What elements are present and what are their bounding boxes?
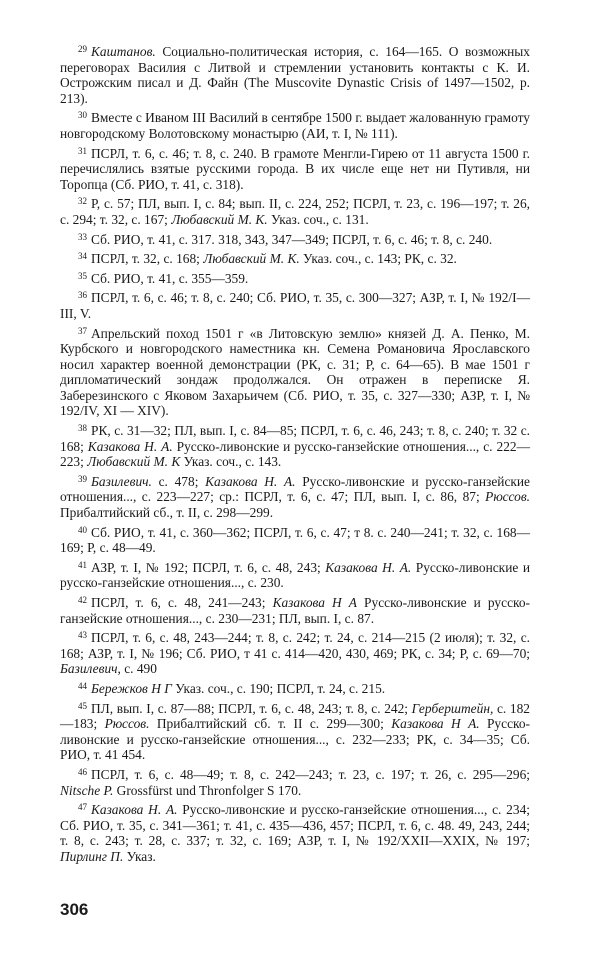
footnote <box>60 800 530 864</box>
footnote-text: Указ. соч., с. 143. <box>180 454 282 470</box>
footnote-number: 32 <box>78 196 87 207</box>
footnote-text: с. 478; <box>151 473 206 489</box>
footnote-number: 47 <box>78 802 87 813</box>
footnote-author: Nitsche P. <box>60 782 114 798</box>
footnote-text: с. 182—183; <box>60 700 531 732</box>
footnote <box>60 230 530 248</box>
footnote-text: Указ. соч., с. 190; ПСРЛ, т. 24, с. 215. <box>171 680 386 696</box>
footnote-author: Любавский М. К <box>87 454 181 470</box>
footnote <box>60 679 530 697</box>
footnote <box>60 324 530 420</box>
footnote-author: Казакова Н. А. <box>91 802 178 818</box>
footnote-text: Сб. РИО, т. 41, с. 317. 318, 343, 347—349; ПСРЛ, т. 6, с. 46; т. 8, с. 240. <box>91 231 493 247</box>
footnote-text: ПСРЛ, т. 6, с. 46; т. 8, с. 240. В грамоте Менгли-Гирею от 11 августа 1500 г. перечислялись взятые русскими города. В их числе еще нет ни Путивля, ни Торопца (Сб. РИО, т. 41, с. 318). <box>60 145 530 192</box>
footnote-author: Базилевич, <box>60 661 121 677</box>
footnote-number: 31 <box>78 145 87 156</box>
footnote <box>60 288 530 321</box>
footnote <box>60 421 530 470</box>
footnote-text: Русско-ливонские и русско-ганзейские отношения..., с. 230. <box>60 559 530 591</box>
footnote <box>60 269 530 287</box>
footnote-text: Grossfürst und Thronfolger S 170. <box>113 782 302 798</box>
footnote <box>60 194 530 227</box>
footnote-number: 39 <box>78 473 87 484</box>
footnote-author: Казакова Н. А. <box>87 438 173 454</box>
footnote-number: 40 <box>78 524 87 535</box>
footnote-text: Указ. соч., с. 143; РК, с. 32. <box>299 251 457 267</box>
footnote-text: ПСРЛ, т. 6, с. 48, 241—243; <box>91 595 273 610</box>
footnote-text: АЗР, т. I, № 192; ПСРЛ, т. 6, с. 48, 243; <box>91 559 326 575</box>
footnote <box>60 628 530 677</box>
footnote-text: Апрельский поход 1501 г «в Литовскую землю» князей Д. А. Пенко, М. Курбского и новгородского наместника кн. Семена Романовича Ярославского носил характер военной демонстрации (РК, с. 31; Р, с. 64—65). В мае 1501 г дипломатический зондаж продолжался. Он отражен в переписке Я. Заберезинского с Яковом Захарьичем (Сб. РИО, т. 35, с. 327—330; АЗР, т. I, № 192/IV, XI — XIV). <box>60 325 530 419</box>
footnote <box>60 765 530 798</box>
footnote-author: Герберштейн, <box>411 700 494 716</box>
footnote-number: 44 <box>78 680 87 691</box>
footnote-text: Сб. РИО, т. 41, с. 355—359. <box>91 270 249 286</box>
footnote <box>60 472 530 521</box>
footnote-author: Бережков Н Г <box>91 680 172 696</box>
footnotes-block <box>60 42 530 867</box>
footnote-text: ПСРЛ, т. 6, с. 46; т. 8, с. 240; Сб. РИО, т. 35, с. 300—327; АЗР, т. I, № 192/I—III, V. <box>60 290 530 321</box>
footnote-author: Казакова Н. А. <box>325 559 412 575</box>
footnote-text: Русско-ливонские и русско-ганзейские отношения..., с. 222—223; <box>60 438 530 470</box>
footnote-text: ПЛ, вып. I, с. 87—88; ПСРЛ, т. 6, с. 48, 243; т. 8, с. 242; <box>91 700 412 716</box>
footnote <box>60 699 530 763</box>
footnote <box>60 144 530 193</box>
footnote-author: Любавский М. К. <box>203 251 300 267</box>
footnote-text: Указ. соч., с. 131. <box>267 211 369 227</box>
footnote-author: Каштанов. <box>91 44 156 59</box>
footnote-text: с. 490 <box>120 661 157 677</box>
footnote-text: Вместе с Иваном III Василий в сентябре 1500 г. выдает жалованную грамоту новгородскому Волотовскому монастырю (АИ, т. I, № 111). <box>60 110 530 141</box>
footnote-number: 36 <box>78 290 87 301</box>
footnote-number: 43 <box>78 630 87 641</box>
footnote-text: ПСРЛ, т. 6, с. 48—49; т. 8, с. 242—243; т. 23, с. 197; т. 26, с. 295—296; <box>91 766 530 782</box>
footnote-text: Р, с. 57; ПЛ, вып. I, с. 84; вып. II, с. 224, 252; ПСРЛ, т. 23, с. 196—197; т. 26, с. 294; т. 32, с. 167; <box>60 196 530 227</box>
footnote-author: Казакова Н А. <box>391 716 480 732</box>
footnote-text: Русско-ливонские и русско-ганзейские отношения..., с. 234; Сб. РИО, т. 35, с. 341—361; т. 41, с. 435—436, 457; ПСРЛ, т. 6, с. 48. 49, 243, 244; т. 8, с. 243; т. 28, с. 337; т. 32, с. 169; АЗР, т. I, № 192/XXII—XXIX, № 197; <box>60 802 530 849</box>
footnote-author: Рюссов. <box>485 489 530 505</box>
footnote-text: Социально-политическая история, с. 164—165. О возможных переговорах Василия с Литвой и стремлении установить контакты с К. И. Острожским писал и Д. Файн (The Muscovite Dynastic Crisis of 1497—1502, p. 213). <box>60 44 530 106</box>
footnote-author: Базилевич. <box>91 473 152 489</box>
footnote-text: Русско-ливонские и русско-ганзейские отношения..., с. 223—227; ср.: ПСРЛ, т. 6, с. 47; ПЛ, вып. I, с. 86, 87; <box>60 473 530 505</box>
page-number: 306 <box>60 900 89 919</box>
footnote <box>60 249 530 267</box>
footnote-author: Рюссов. <box>104 716 150 732</box>
footnote-number: 35 <box>78 270 87 281</box>
footnote <box>60 42 530 106</box>
footnote <box>60 523 530 556</box>
footnote <box>60 558 530 591</box>
footnote-number: 45 <box>78 700 87 711</box>
footnote-number: 34 <box>78 251 87 262</box>
footnote-text: Указ. <box>123 848 156 864</box>
footnote-author: Казакова Н А <box>272 595 357 610</box>
footnote-number: 46 <box>78 766 87 777</box>
footnote-number: 38 <box>78 423 87 434</box>
footnote-number: 30 <box>78 110 87 121</box>
footnote <box>60 593 530 626</box>
footnote-text: Русско-ливонские и русско-ганзейские отношения..., с. 232—233; РК, с. 34—35; Сб. РИО, т. 41 454. <box>60 716 530 763</box>
footnote-author: Пирлинг П. <box>60 848 124 864</box>
footnote-number: 29 <box>78 44 87 54</box>
footnote-text: Русско-ливонские и русско-ганзейские отношения..., с. 230—231; ПЛ, вып. I, с. 87. <box>60 595 530 626</box>
footnote-text: Прибалтийский сб., т. II, с. 298—299. <box>60 505 274 521</box>
footnote-text: Прибалтийский сб. т. II с. 299—300; <box>149 716 392 732</box>
footnote-text: ПСРЛ, т. 6, с. 48, 243—244; т. 8, с. 242; т. 24, с. 214—215 (2 июля); т. 32, с. 168; АЗР, т. I, № 196; Сб. РИО, т 41 с. 414—420, 430, 469; РК, с. 34; Р, с. 69—70; <box>60 630 530 661</box>
footnote-number: 33 <box>78 231 87 242</box>
footnote-number: 42 <box>78 595 87 605</box>
footnote-author: Любавский М. К. <box>171 211 268 227</box>
footnote-text: РК, с. 31—32; ПЛ, вып. I, с. 84—85; ПСРЛ, т. 6, с. 46, 243; т. 8, с. 240; т. 32 с. 168; <box>60 423 530 454</box>
footnote-author: Казакова Н. А. <box>205 473 296 489</box>
footnote-number: 41 <box>78 559 87 570</box>
footnote-text: Сб. РИО, т. 41, с. 360—362; ПСРЛ, т. 6, с. 47; т 8. с. 240—241; т. 32, с. 168—169; Р, с. 48—49. <box>60 524 530 556</box>
footnote <box>60 108 530 141</box>
footnote-text: ПСРЛ, т. 32, с. 168; <box>91 251 204 267</box>
footnote-number: 37 <box>78 325 87 336</box>
